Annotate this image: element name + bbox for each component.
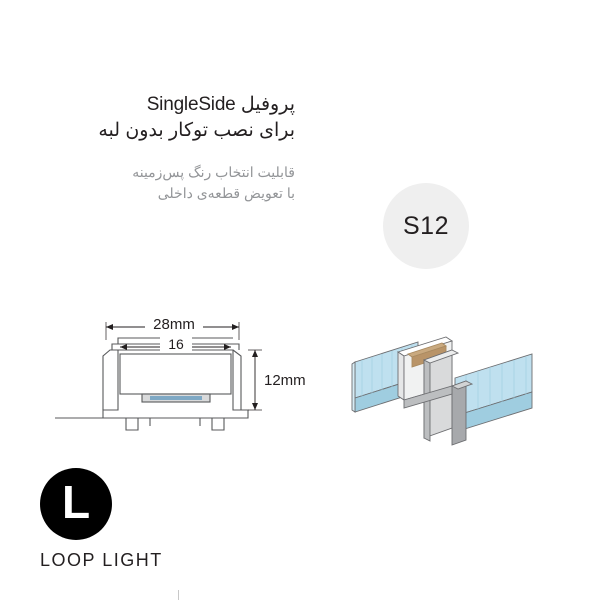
- product-subtitle-line-2: با تعویض قطعه‌ی داخلی: [157, 185, 295, 201]
- product-title-line-1-latin: SingleSide: [146, 94, 236, 115]
- product-title-line-2: برای نصب توکار بدون لبه: [98, 120, 295, 141]
- isometric-drawing: [352, 337, 532, 445]
- dimension-label-12mm: 12mm: [264, 372, 306, 389]
- model-badge-label: S12: [403, 211, 449, 240]
- logo-circle-icon: [40, 468, 112, 540]
- header: [0, 78, 600, 240]
- logo-letter: L: [61, 476, 91, 528]
- product-title-line-1: [98, 92, 295, 118]
- footer-tick-mark: [178, 590, 179, 600]
- technical-drawings: [0, 300, 600, 470]
- dimension-label-28mm: 28mm: [153, 316, 195, 333]
- dimension-12mm: [248, 350, 262, 410]
- product-subtitle-line-1: قابلیت انتخاب رنگ پس‌زمینه: [132, 164, 295, 180]
- dimension-label-16: 16: [168, 336, 184, 352]
- model-badge: [383, 183, 469, 269]
- product-title-line-1-rtl: پروفیل: [235, 94, 295, 115]
- logo-wordmark: LOOP LIGHT: [40, 550, 163, 570]
- product-title: [98, 92, 295, 144]
- product-subtitle: [132, 162, 295, 204]
- cross-section-drawing: [55, 338, 248, 430]
- brand-logo: [40, 468, 220, 578]
